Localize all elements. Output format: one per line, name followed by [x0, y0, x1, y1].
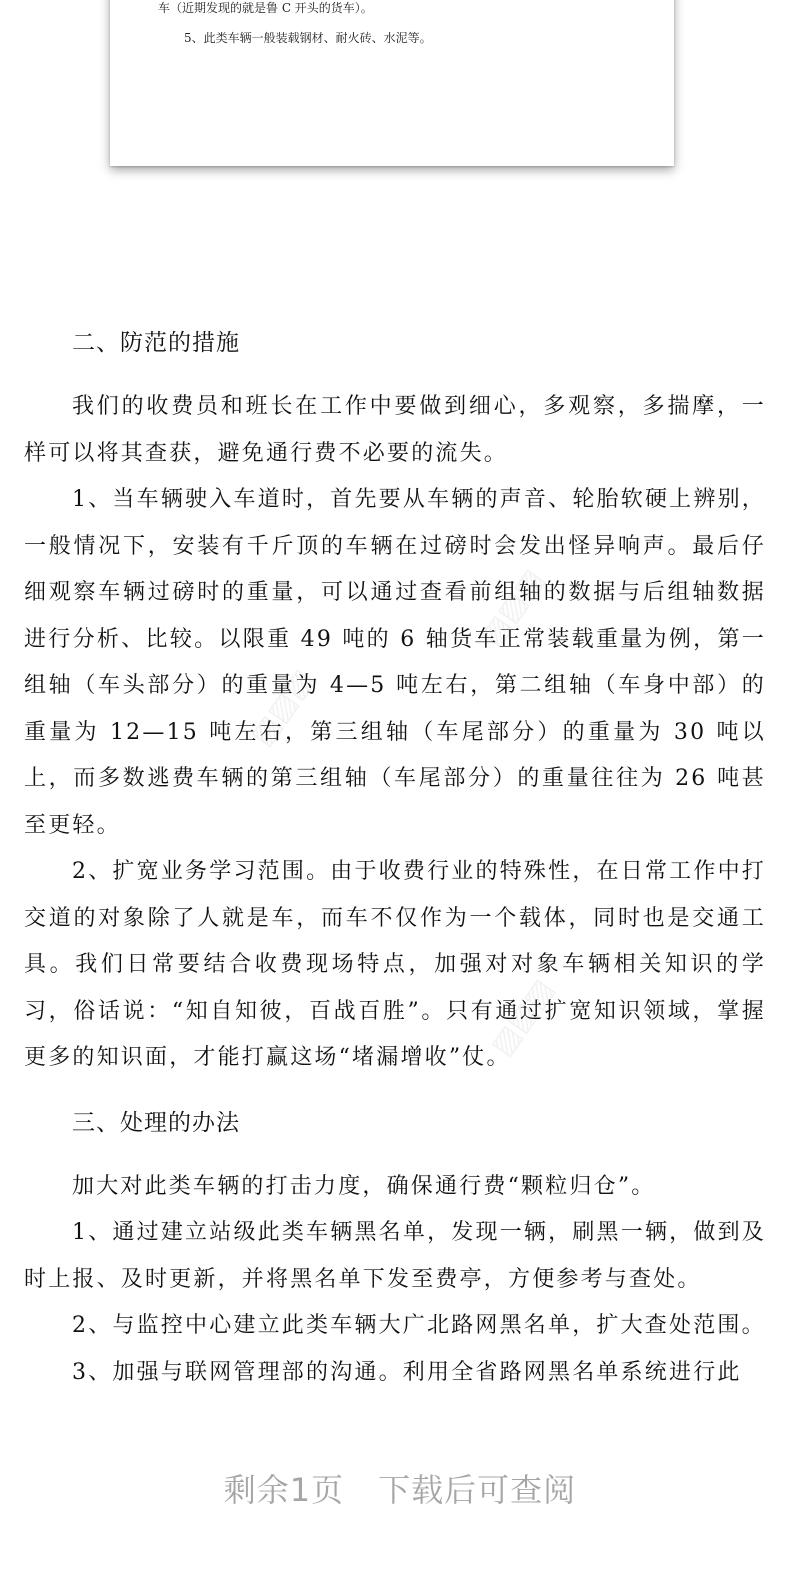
paragraph: 1、通过建立站级此类车辆黑名单，发现一辆，刷黑一辆，做到及时上报、及时更新，并将黑名单下发至费亭，方便参考与查处。 — [24, 1220, 766, 1292]
card-text-line-1: 车（近期发现的就是鲁 C 开头的货车）。 — [158, 1, 373, 15]
watermark-icon: ▨▨▨ — [243, 662, 322, 753]
download-hint-label: 下载后可查阅 — [378, 1471, 577, 1509]
paragraph: 我们的收费员和班长在工作中要做到细心，多观察，多揣摩，一样可以将其查获，避免通行费不必要的流失。 — [24, 394, 766, 466]
paragraph: 2、扩宽业务学习范围。由于收费行业的特殊性，在日常工作中打交道的对象除了人就是车，而车不仅作为一个载体，同时也是交通工具。我们日常要结合收费现场特点，加强对对象车辆相关知识的学习，俗话说：“知自知彼，百战百胜”。只有通过扩宽知识领域，掌握更多的知识面，才能打赢这场“堵漏增收”仗。 — [24, 859, 766, 1070]
card-text-line-2: 5、此类车辆一般装载钢材、耐火砖、水泥等。 — [184, 31, 432, 45]
section-heading: 二、防范的措施 — [72, 330, 240, 356]
previous-page-card — [110, 0, 674, 166]
paragraph: 加大对此类车辆的打击力度，确保通行费“颗粒归仓”。 — [72, 1173, 656, 1199]
remaining-pages-label: 剩余1页 — [223, 1471, 345, 1509]
paragraph: 2、与监控中心建立此类车辆大广北路网黑名单，扩大查处范围。 — [72, 1313, 766, 1338]
watermark-icon: ▨▨▨ — [473, 562, 552, 653]
watermark-icon: ▨▨▨ — [483, 972, 562, 1063]
document-body — [24, 320, 766, 1396]
paragraph: 3、加强与联网管理部的沟通。利用全省路网黑名单系统进行此 — [72, 1359, 742, 1385]
download-prompt[interactable] — [0, 1468, 800, 1512]
section-heading: 三、处理的办法 — [72, 1109, 240, 1136]
paragraph: 1、当车辆驶入车道时，首先要从车辆的声音、轮胎软硬上辨别，一般情况下，安装有千斤顶的车辆在过磅时会发出怪异响声。最后仔细观察车辆过磅时的重量，可以通过查看前组轴的数据与后组轴数据进行分析、比较。以限重 49 吨的 6 轴货车正常装载重量为例，第一组轴（车头部分）的重量为 4—5 吨左右，第二组轴（车身中部）的重量为 12—15 吨左右，第三组轴（车尾部分）的重量为 30 吨以上，而多数逃费车辆的第三组轴（车尾部分）的重量往往为 26 吨甚至更轻。 — [24, 487, 766, 838]
